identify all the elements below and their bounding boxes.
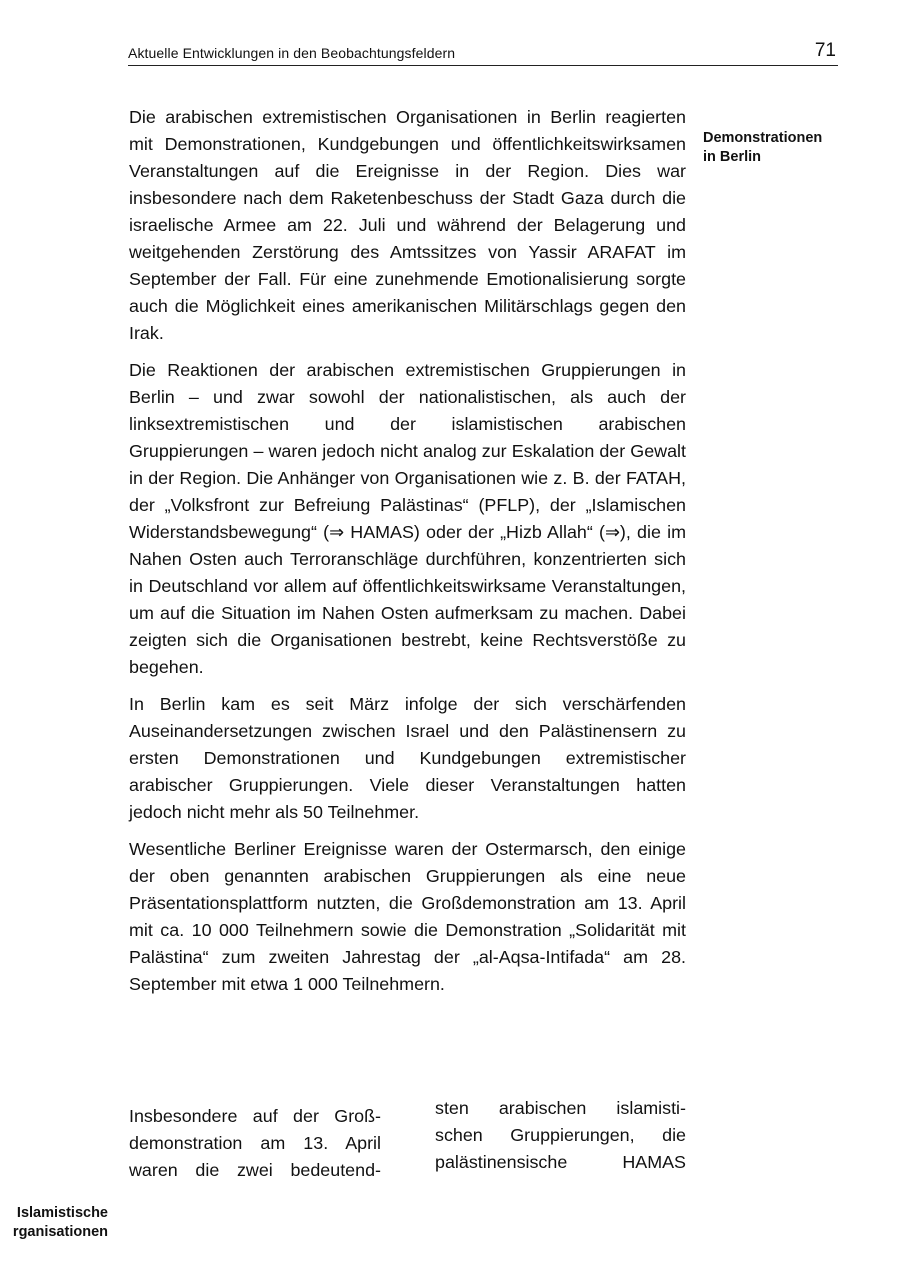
column-line: palästinensische HAMAS: [435, 1152, 686, 1172]
column-line: Insbesondere auf der Groß-: [129, 1106, 381, 1126]
margin-note-demonstrations: [703, 129, 893, 167]
running-header: [128, 38, 838, 66]
paragraph: Die arabischen extremistischen Organisationen in Berlin reagierten mit Demonstrationen, Kundgebungen und öffentlichkeitswirksamen Veranstaltungen auf die Ereignisse in der Region. Dies war insbesondere nach dem Raketenbeschuss der Stadt Gaza durch die israelische Armee am 22. Juli und während der Belagerung und weitgehenden Zerstörung des Amtssitzes von Yassir ARAFAT im September der Fall. Für eine zunehmende Emotionalisierung sorgte auch die Möglichkeit eines amerikanischen Militärschlags gegen den Irak.: [129, 107, 686, 343]
margin-note-line: in Berlin: [703, 149, 762, 165]
header-title: Aktuelle Entwicklungen in den Beobachtungsfeldern: [128, 45, 456, 61]
margin-note-line: Islamistische: [16, 1205, 108, 1221]
column-line: sten arabischen islamisti-: [435, 1098, 686, 1118]
column-left: [129, 1103, 381, 1184]
column-right: [435, 1095, 686, 1176]
paragraph: Wesentliche Berliner Ereignisse waren der Ostermarsch, den einige der oben genannten arabischen Gruppierungen als eine neue Präsentationsplattform nutzten, die Großdemonstration am 13. April mit ca. 10 000 Teilnehmern sowie die Demonstration „Solidarität mit Palästina“ zum zweiten Jahrestag der „al-Aqsa-Intifada“ am 28. September mit etwa 1 000 Teilnehmern.: [129, 839, 686, 994]
margin-note-line: rganisationen: [12, 1224, 108, 1240]
margin-note-islamist: [0, 1204, 108, 1242]
body-text: [129, 104, 686, 1008]
paragraph: In Berlin kam es seit März infolge der sich verschärfenden Auseinandersetzungen zwischen Israel und den Palästinensern zu ersten Demonstrationen und Kundgebungen extremistischer arabischer Gruppierungen. Viele dieser Veranstaltungen hatten jedoch nicht mehr als 50 Teilnehmer.: [129, 694, 686, 822]
paragraph: Die Reaktionen der arabischen extremistischen Gruppierungen in Berlin – und zwar sowohl der nationalistischen, als auch der linksextremistischen und der islamistischen arabischen Gruppierungen – waren jedoch nicht analog zur Eskalation der Gewalt in der Region. Die Anhänger von Organisationen wie z. B. der FATAH, der „Volksfront zur Befreiung Palästinas“ (PFLP), der „Islamischen Widerstandsbewegung“ (⇒ HAMAS) oder der „Hizb Allah“ (⇒), die im Nahen Osten auch Terroranschläge durchführen, konzentrierten sich in Deutschland vor allem auf öffentlichkeitswirksame Veranstaltungen, um auf die Situation im Nahen Osten aufmerksam zu machen. Dabei zeigten sich die Organisationen bestrebt, keine Rechtsverstöße zu begehen.: [129, 360, 686, 677]
margin-note-line: Demonstrationen: [703, 130, 823, 146]
column-line: schen Gruppierungen, die: [435, 1125, 686, 1145]
column-line: waren die zwei bedeutend-: [129, 1160, 381, 1180]
column-line: demonstration am 13. April: [129, 1133, 381, 1153]
page-number: 71: [814, 40, 836, 61]
